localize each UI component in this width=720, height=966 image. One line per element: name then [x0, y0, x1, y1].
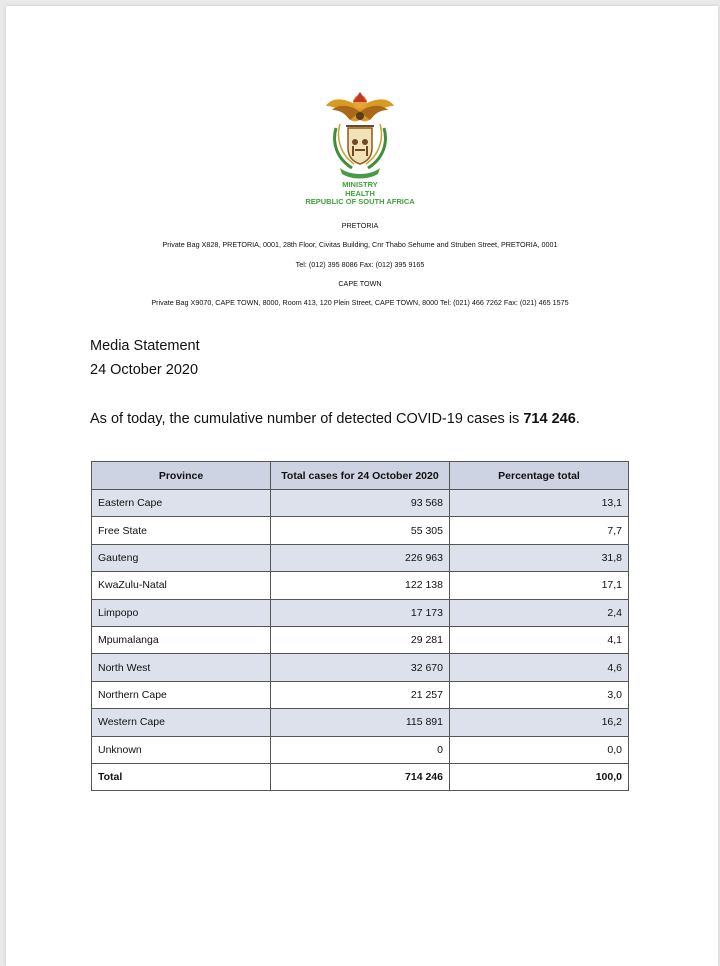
table-row [92, 736, 629, 763]
pct-cell: 31,8 [450, 544, 629, 571]
summary-suffix: . [575, 411, 580, 427]
cases-cell: 17 173 [271, 599, 450, 626]
statement-type: Media Statement [90, 338, 200, 354]
pct-cell: 7,7 [450, 517, 629, 544]
cases-cell: 29 281 [271, 626, 450, 653]
cases-cell: 226 963 [271, 544, 450, 571]
table-row [92, 517, 629, 544]
ministry-name: MINISTRY HEALTH REPUBLIC OF SOUTH AFRICA [305, 180, 415, 206]
table-row [92, 654, 629, 681]
province-cell: Unknown [92, 736, 271, 763]
province-cell: Mpumalanga [92, 626, 271, 653]
province-cell: KwaZulu-Natal [92, 572, 271, 599]
summary-prefix: As of today, the cumulative number of detected COVID-19 cases is [90, 411, 524, 427]
table-row [92, 599, 629, 626]
header-total-cases: Total cases for 24 October 2020 [271, 462, 450, 490]
pct-cell: 4,6 [450, 654, 629, 681]
header-percentage: Percentage total [450, 462, 629, 490]
pretoria-label: PRETORIA [341, 221, 379, 230]
pretoria-contact: Tel: (012) 395 8086 Fax: (012) 395 9165 [295, 260, 425, 269]
province-cell: Free State [92, 517, 271, 544]
province-cell: Eastern Cape [92, 490, 271, 517]
capetown-address: Private Bag X9070, CAPE TOWN, 8000, Room 413, 120 Plein Street, CAPE TOWN, 8000 Tel: (021) 466 7262 Fax: (021) 465 1575 [151, 298, 569, 307]
pct-cell: 0,0 [450, 736, 629, 763]
total-cases-cell: 714 246 [271, 763, 450, 790]
table-row [92, 490, 629, 517]
coat-of-arms-logo [322, 88, 398, 180]
pct-cell: 3,0 [450, 681, 629, 708]
cases-cell: 55 305 [271, 517, 450, 544]
statement-date: 24 October 2020 [90, 362, 199, 378]
province-cell: Western Cape [92, 709, 271, 736]
summary-value: 714 246 [523, 411, 576, 427]
pct-cell: 4,1 [450, 626, 629, 653]
header-province: Province [92, 462, 271, 490]
table-row [92, 681, 629, 708]
province-cell: Gauteng [92, 544, 271, 571]
cases-cell: 0 [271, 736, 450, 763]
pct-cell: 16,2 [450, 709, 629, 736]
total-pct-cell: 100,0 [450, 763, 629, 790]
cases-cell: 21 257 [271, 681, 450, 708]
table-row [92, 572, 629, 599]
table-header-row [92, 462, 629, 490]
table-row [92, 626, 629, 653]
pct-cell: 17,1 [450, 572, 629, 599]
cumulative-summary [90, 411, 580, 427]
cases-cell: 93 568 [271, 490, 450, 517]
table-total-row [92, 763, 629, 790]
table-row [92, 544, 629, 571]
province-cell: North West [92, 654, 271, 681]
pct-cell: 2,4 [450, 599, 629, 626]
pct-cell: 13,1 [450, 490, 629, 517]
cases-cell: 122 138 [271, 572, 450, 599]
pretoria-address: Private Bag X828, PRETORIA, 0001, 28th Floor, Civitas Building, Cnr Thabo Sehume and Struben Street, PRETORIA, 0001 [162, 240, 558, 249]
table-row [92, 709, 629, 736]
cases-table [91, 461, 629, 791]
cases-cell: 115 891 [271, 709, 450, 736]
capetown-label: CAPE TOWN [338, 279, 382, 288]
province-cell: Northern Cape [92, 681, 271, 708]
province-cell: Limpopo [92, 599, 271, 626]
total-label-cell: Total [92, 763, 271, 790]
cases-cell: 32 670 [271, 654, 450, 681]
